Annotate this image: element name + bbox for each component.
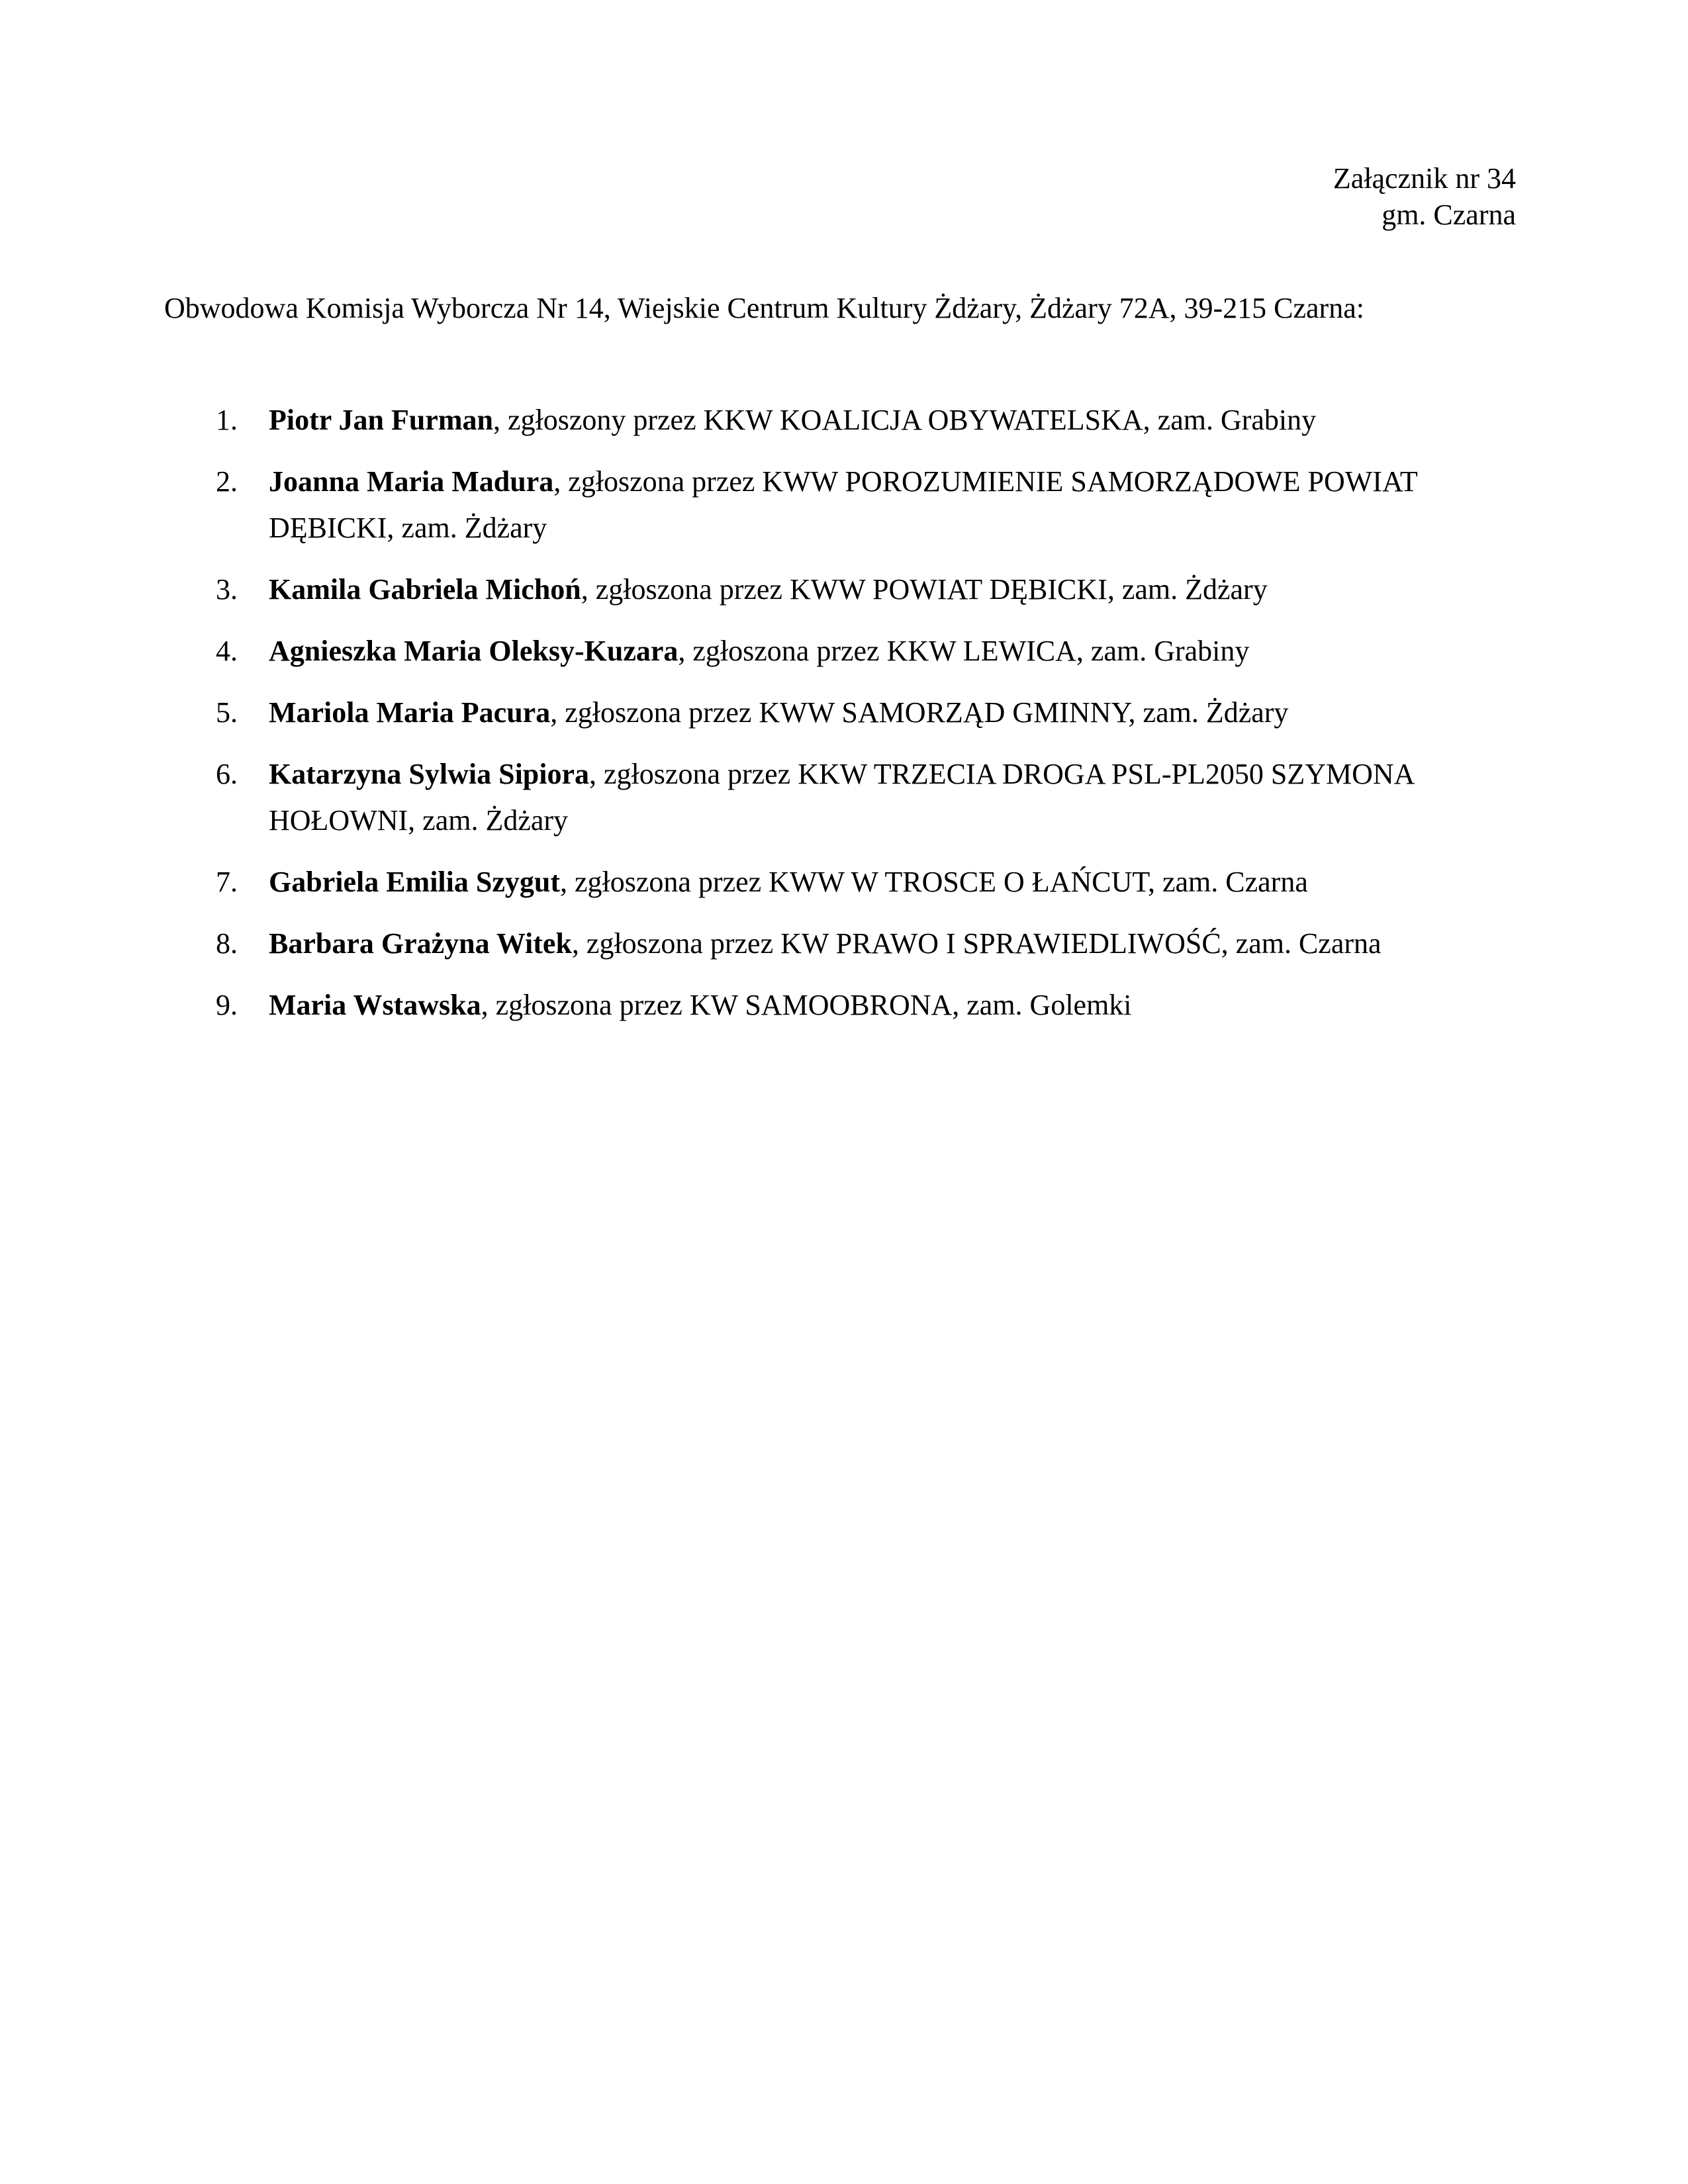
list-item	[164, 567, 1521, 613]
member-name: Kamila Gabriela Michoń	[269, 573, 581, 606]
list-item-number: 5.	[216, 696, 238, 729]
list-item-number: 1.	[216, 404, 238, 436]
list-item	[164, 982, 1521, 1028]
member-name: Joanna Maria Madura	[269, 465, 554, 498]
member-name: Mariola Maria Pacura	[269, 696, 551, 729]
member-details: , zgłoszona przez KWW W TROSCE O ŁAŃCUT, zam. Czarna	[560, 866, 1308, 898]
member-details: , zgłoszona przez KKW LEWICA, zam. Grabiny	[678, 635, 1250, 667]
member-name: Piotr Jan Furman	[269, 404, 493, 436]
list-item-number: 2.	[216, 465, 238, 498]
member-details: , zgłoszona przez KW SAMOOBRONA, zam. Golemki	[481, 989, 1132, 1021]
member-name: Gabriela Emilia Szygut	[269, 866, 560, 898]
list-item-number: 9.	[216, 989, 238, 1021]
list-item-number: 4.	[216, 635, 238, 667]
list-item	[164, 690, 1521, 736]
members-list	[164, 397, 1521, 1044]
member-details: , zgłoszona przez KW PRAWO I SPRAWIEDLIWOŚĆ, zam. Czarna	[571, 927, 1382, 960]
list-item-number: 3.	[216, 573, 238, 606]
member-name: Barbara Grażyna Witek	[269, 927, 572, 960]
member-name: Agnieszka Maria Oleksy-Kuzara	[269, 635, 679, 667]
member-details: , zgłoszony przez KKW KOALICJA OBYWATELSKA, zam. Grabiny	[492, 404, 1317, 436]
attachment-number: Załącznik nr 34	[1333, 162, 1516, 195]
list-item-number: 6.	[216, 758, 238, 790]
list-item	[164, 751, 1521, 844]
member-details: , zgłoszona przez KKW TRZECIA DROGA PSL-PL2050 SZYMONA HOŁOWNI, zam. Żdżary	[269, 758, 1414, 837]
municipality-name: gm. Czarna	[1382, 199, 1516, 231]
list-item	[164, 628, 1521, 674]
list-item-number: 7.	[216, 866, 238, 898]
member-details: , zgłoszona przez KWW POROZUMIENIE SAMORZĄDOWE POWIAT DĘBICKI, zam. Żdżary	[269, 465, 1417, 544]
member-details: , zgłoszona przez KWW POWIAT DĘBICKI, zam. Żdżary	[581, 573, 1268, 606]
list-item	[164, 921, 1521, 967]
list-item-number: 8.	[216, 927, 238, 960]
list-item	[164, 859, 1521, 905]
member-details: , zgłoszona przez KWW SAMORZĄD GMINNY, zam. Żdżary	[550, 696, 1289, 729]
list-item	[164, 397, 1521, 443]
commission-title: Obwodowa Komisja Wyborcza Nr 14, Wiejskie Centrum Kultury Żdżary, Żdżary 72A, 39-215 Czarna:	[164, 292, 1364, 324]
member-name: Maria Wstawska	[269, 989, 481, 1021]
attachment-header	[1333, 160, 1516, 233]
list-item	[164, 459, 1521, 551]
member-name: Katarzyna Sylwia Sipiora	[269, 758, 590, 790]
